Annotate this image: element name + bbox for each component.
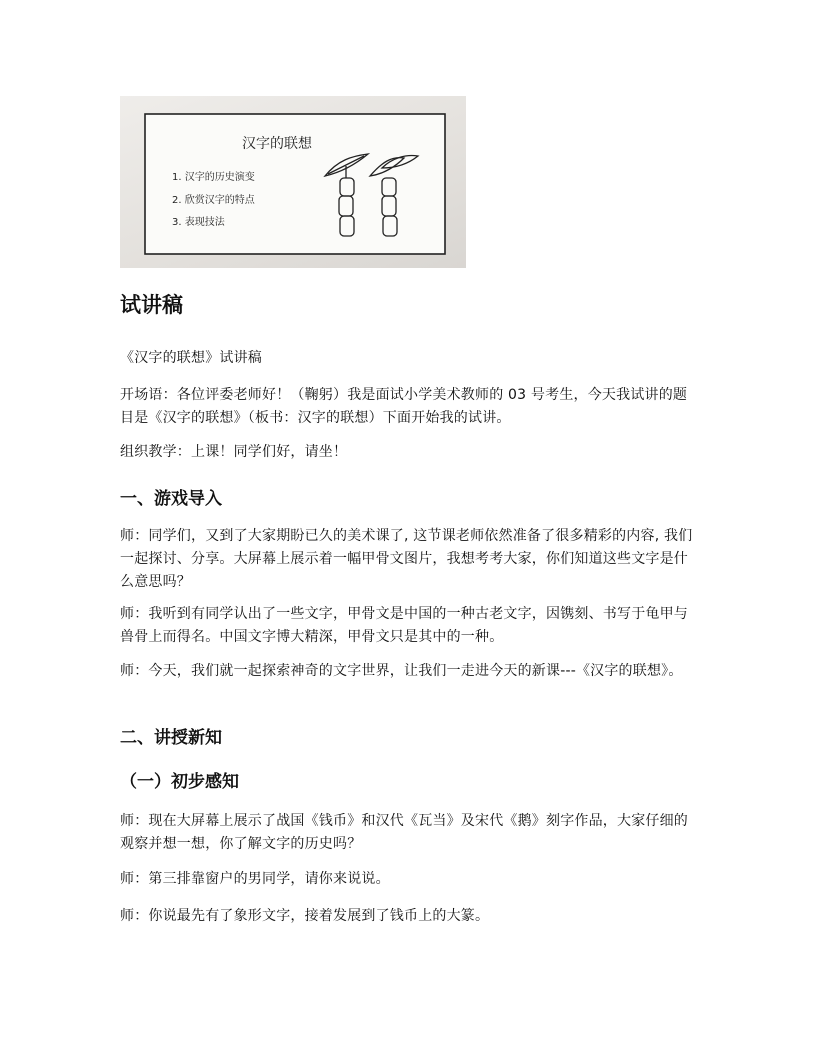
card-item-1: 1. 汉字的历史演变	[172, 172, 255, 183]
document-title: 试讲稿	[120, 293, 183, 317]
section2-paragraph-3: 师：你说最先有了象形文字，接着发展到了钱币上的大篆。	[120, 908, 490, 924]
handdrawn-card-image	[120, 96, 466, 268]
section1-paragraph-2: 师：我听到有同学认出了一些文字，甲骨文是中国的一种古老文字，因镌刻、书写于龟甲与兽骨上而得名。中国文字博大精深，甲骨文只是其中的一种。	[120, 606, 688, 645]
lesson-subtitle: 《汉字的联想》试讲稿	[120, 350, 262, 366]
subsection-heading: （一）初步感知	[120, 772, 239, 792]
section1-paragraph-3: 师：今天，我们就一起探索神奇的文字世界，让我们一走进今天的新课---《汉字的联想》。	[120, 663, 683, 679]
card-item-3: 3. 表现技法	[172, 217, 225, 228]
blackboard-plan-photo	[120, 96, 466, 268]
section2-paragraph-1: 师：现在大屏幕上展示了战国《钱币》和汉代《瓦当》及宋代《鹅》刻字作品，大家仔细的观察并想一想，你了解文字的历史吗？	[120, 813, 688, 852]
card-title: 汉字的联想	[242, 136, 312, 152]
card-item-2: 2. 欣赏汉字的特点	[172, 195, 255, 206]
section1-paragraph-1: 师：同学们，又到了大家期盼已久的美术课了, 这节课老师依然准备了很多精彩的内容, 我们一起探讨、分享。大屏幕上展示着一幅甲骨文图片，我想考考大家，你们知道这些文字是什么意思吗？	[120, 528, 693, 590]
organize-paragraph: 组织教学：上课！同学们好，请坐！	[120, 444, 348, 460]
section-heading-1: 一、游戏导入	[120, 489, 222, 509]
opening-paragraph: 开场语：各位评委老师好！（鞠躬）我是面试小学美术教师的 03 号考生，今天我试讲的题目是《汉字的联想》（板书：汉字的联想）下面开始我的试讲。	[120, 387, 688, 426]
section2-paragraph-2: 师：第三排靠窗户的男同学，请你来说说。	[120, 871, 390, 887]
section-heading-2: 二、讲授新知	[120, 728, 222, 748]
